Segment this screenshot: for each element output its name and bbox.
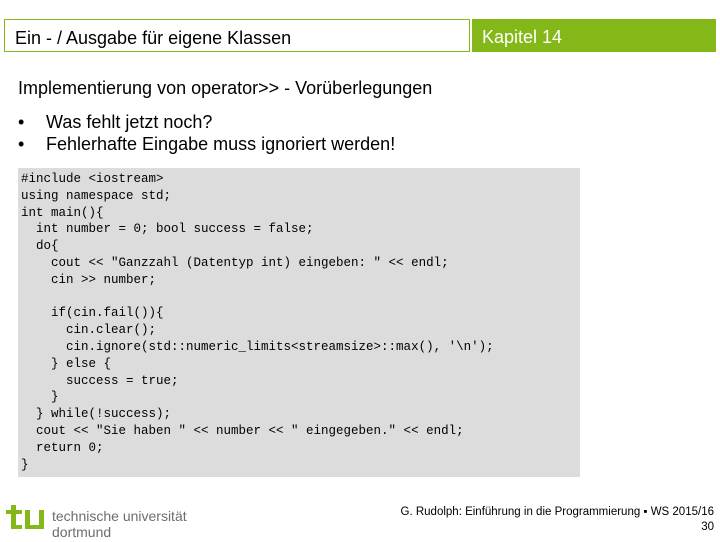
tu-dortmund-logo xyxy=(4,503,204,539)
code-line: int number = 0; bool success = false; xyxy=(21,222,314,237)
page-number: 30 xyxy=(701,521,714,533)
tu-logo-icon xyxy=(4,503,48,537)
bullet-item xyxy=(18,111,395,133)
code-line: if(cin.fail()){ xyxy=(21,306,164,321)
footer-credit: G. Rudolph: Einführung in die Programmierung ▪ WS 2015/16 xyxy=(400,506,714,518)
code-line: } xyxy=(21,390,59,405)
footer xyxy=(401,505,714,535)
code-line: } while(!success); xyxy=(21,407,172,422)
bullet-text: Was fehlt jetzt noch? xyxy=(46,112,213,132)
bullet-text: Fehlerhafte Eingabe muss ignoriert werden! xyxy=(46,134,396,154)
code-line: cin.ignore(std::numeric_limits<streamsize>::max(), '\n'); xyxy=(21,339,494,354)
slide-heading: Implementierung von operator>> - Vorüberlegungen xyxy=(18,78,433,98)
code-line: success = true; xyxy=(21,373,179,388)
code-line: using namespace std; xyxy=(21,188,172,203)
code-line: int main(){ xyxy=(21,205,104,220)
code-block xyxy=(18,168,580,477)
code-line: return 0; xyxy=(21,440,104,455)
code-line: #include <iostream> xyxy=(21,172,164,186)
code-line: cout << "Sie haben " << number << " eingegeben." << endl; xyxy=(21,423,464,438)
bullet-dot-icon: • xyxy=(18,112,25,132)
header-title-box xyxy=(4,19,470,52)
bullet-list xyxy=(18,111,395,155)
bullet-dot-icon: • xyxy=(18,134,25,154)
chapter-box xyxy=(472,19,716,52)
chapter-label: Kapitel 14 xyxy=(482,27,563,47)
header-title: Ein - / Ausgabe für eigene Klassen xyxy=(15,28,292,48)
logo-text xyxy=(52,508,187,540)
code-line: do{ xyxy=(21,239,59,254)
code-text xyxy=(18,168,580,473)
code-line: } xyxy=(21,457,29,472)
code-line: cin >> number; xyxy=(21,272,157,287)
bullet-item xyxy=(18,133,395,155)
code-line: cout << "Ganzzahl (Datentyp int) eingeben: " << endl; xyxy=(21,255,449,270)
logo-line-city: dortmund xyxy=(52,524,112,540)
logo-line-university: technische universität xyxy=(52,508,187,524)
code-line: } else { xyxy=(21,356,112,371)
code-line: cin.clear(); xyxy=(21,323,157,338)
